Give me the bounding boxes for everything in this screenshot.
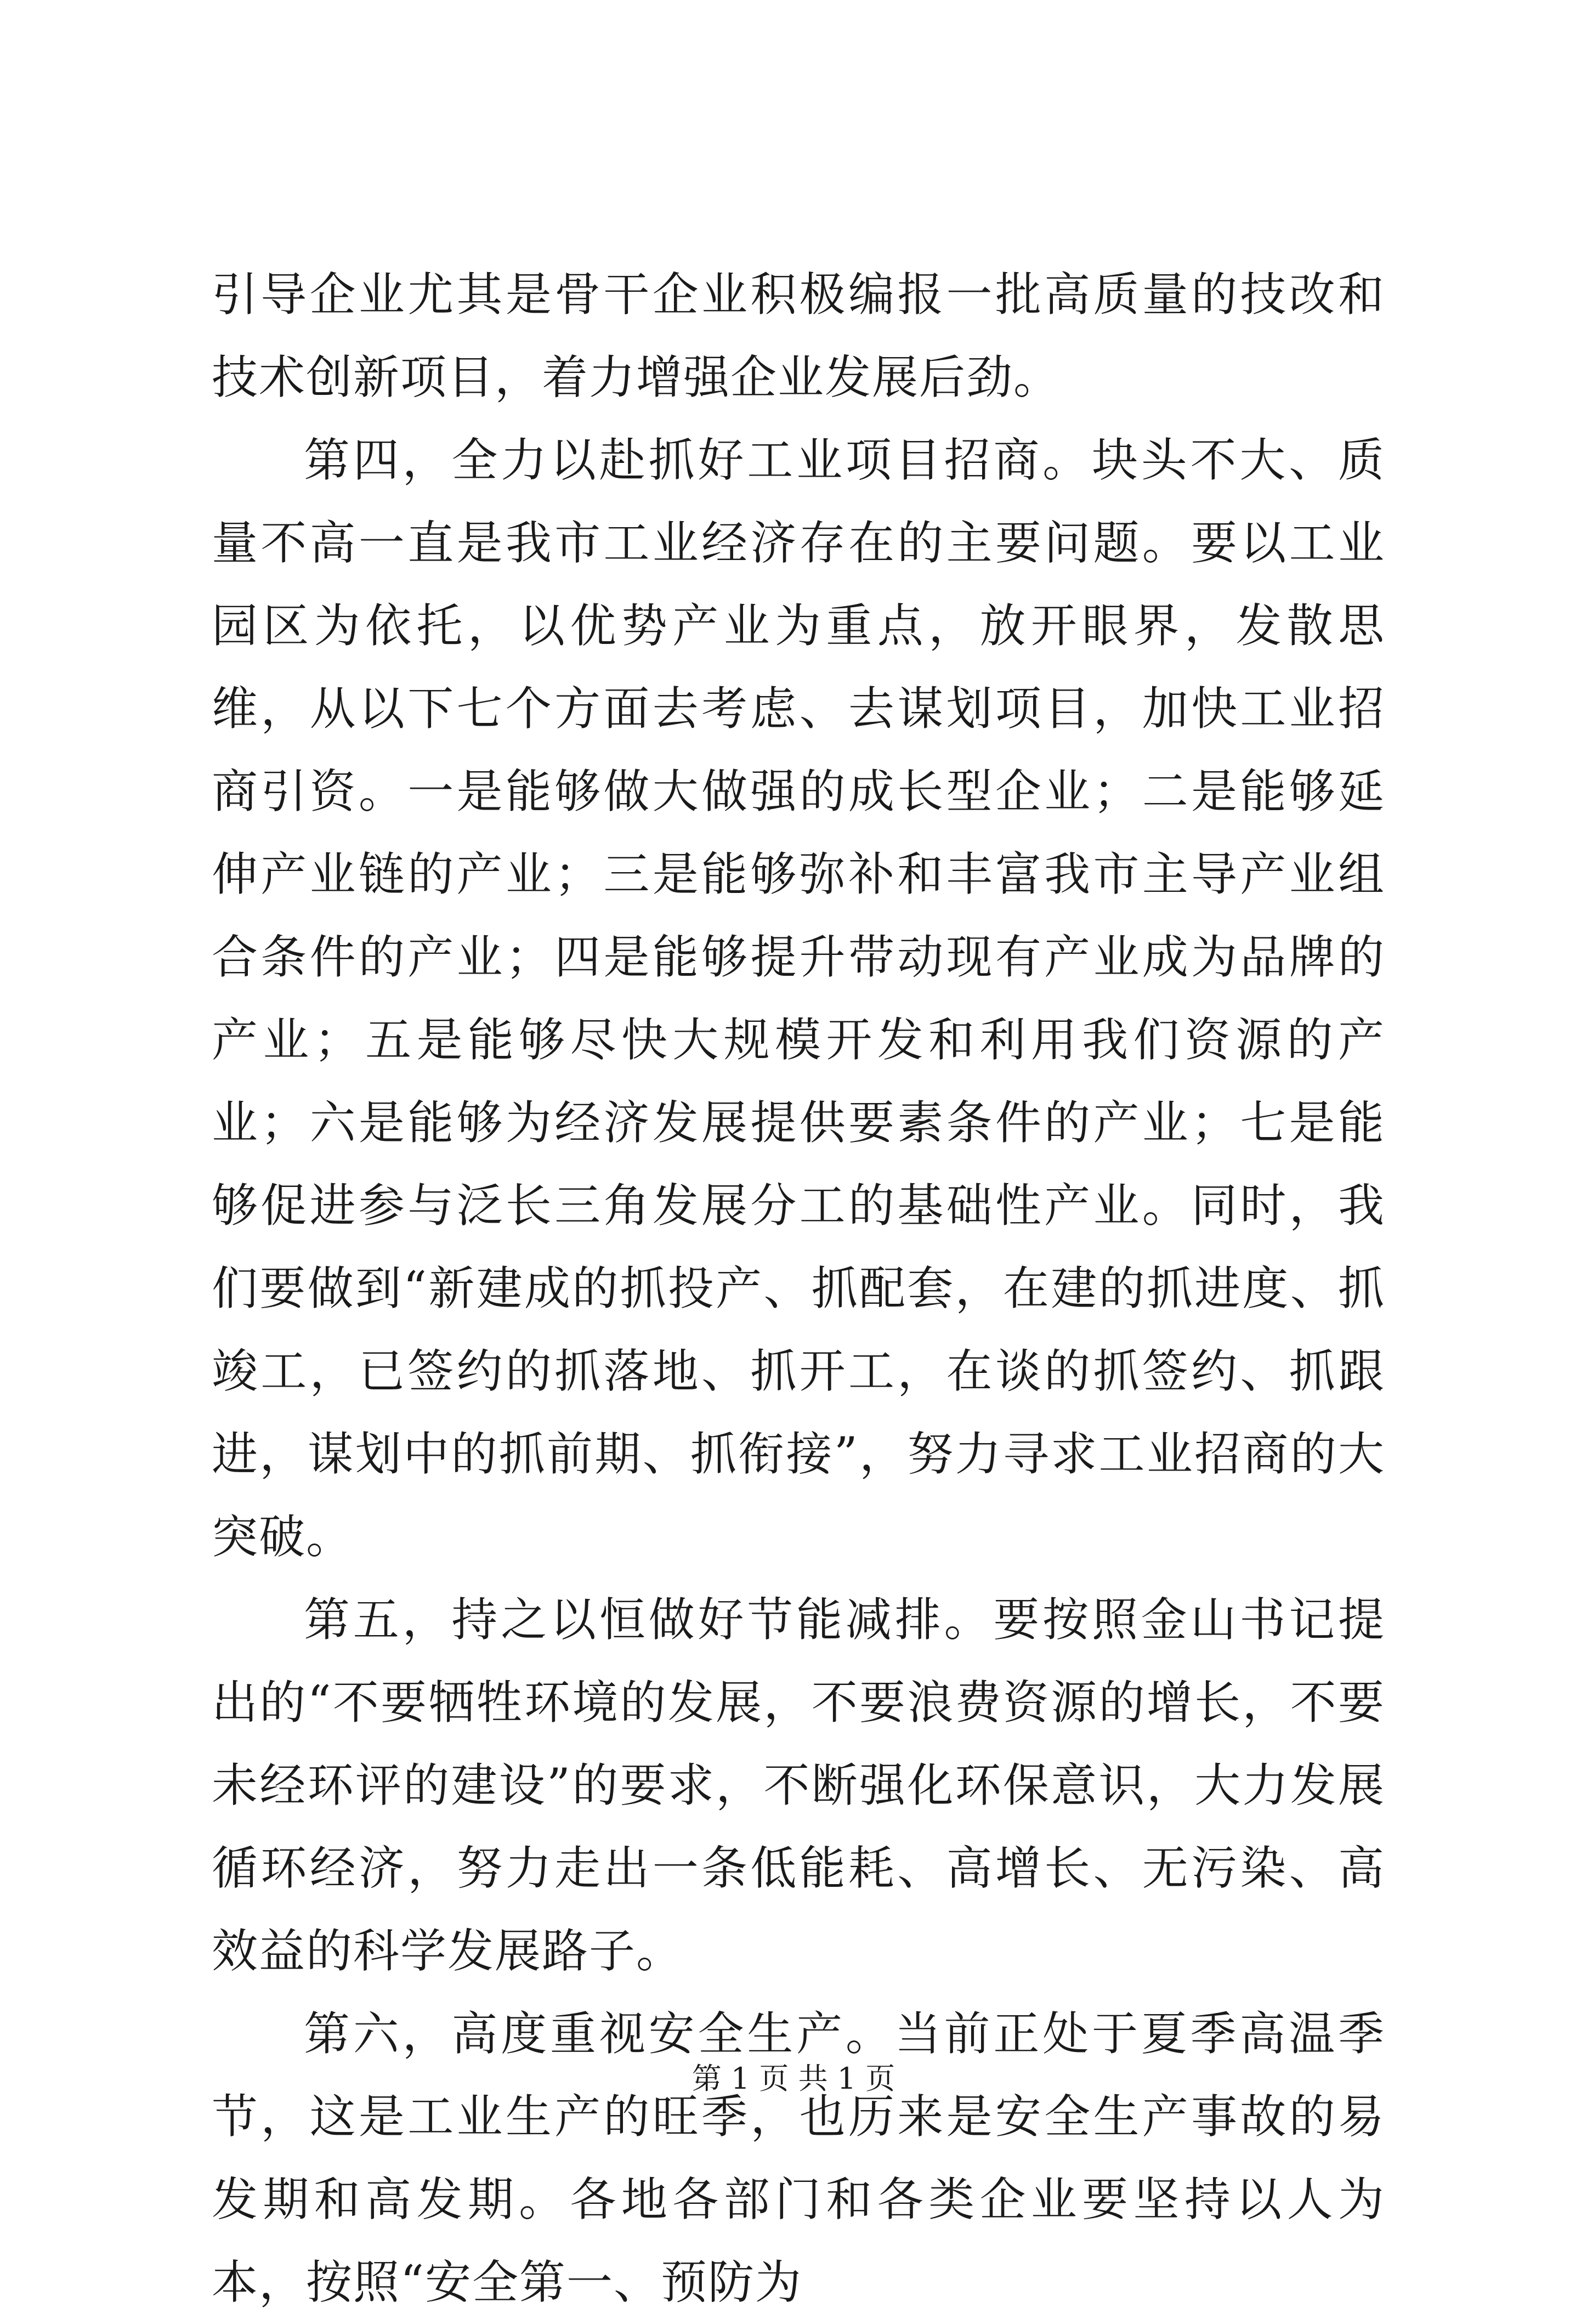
paragraph-fourth-point: 第四，全力以赴抓好工业项目招商。块头不大、质量不高一直是我市工业经济存在的主要问题。要以工业园区为依托，以优势产业为重点，放开眼界，发散思维，从以下七个方面去考虑、去谋划项目，加快工业招商引资。一是能够做大做强的成长型企业；二是能够延伸产业链的产业；三是能够弥补和丰富我市主导产业组合条件的产业；四是能够提升带动现有产业成为品牌的产业；五是能够尽快大规模开发和利用我们资源的产业；六是能够为经济发展提供要素条件的产业；七是能够促进参与泛长三角发展分工的基础性产业。同时，我们要做到“新建成的抓投产、抓配套，在建的抓进度、抓竣工，已签约的抓落地、抓开工，在谈的抓签约、抓跟进，谋划中的抓前期、抓衔接”，努力寻求工业招商的大突破。 (212, 433, 1385, 1564)
paragraph-fifth-point: 第五，持之以恒做好节能减排。要按照金山书记提出的“不要牺牲环境的发展，不要浪费资源的增长，不要未经环评的建设”的要求，不断强化环保意识，大力发展循环经济，努力走出一条低能耗、高增长、无污染、高效益的科学发展路子。 (212, 1593, 1385, 1978)
page-number-footer: 第 1 页 共 1 页 (692, 2061, 895, 2096)
document-body (212, 253, 1385, 2324)
paragraph-continuation: 引导企业尤其是骨干企业积极编报一批高质量的技改和技术创新项目，着力增强企业发展后劲。 (212, 268, 1385, 404)
paragraph-sixth-point: 第六，高度重视安全生产。当前正处于夏季高温季节，这是工业生产的旺季，也历来是安全生产事故的易发期和高发期。各地各部门和各类企业要坚持以人为本，按照“安全第一、预防为 (212, 2007, 1385, 2309)
